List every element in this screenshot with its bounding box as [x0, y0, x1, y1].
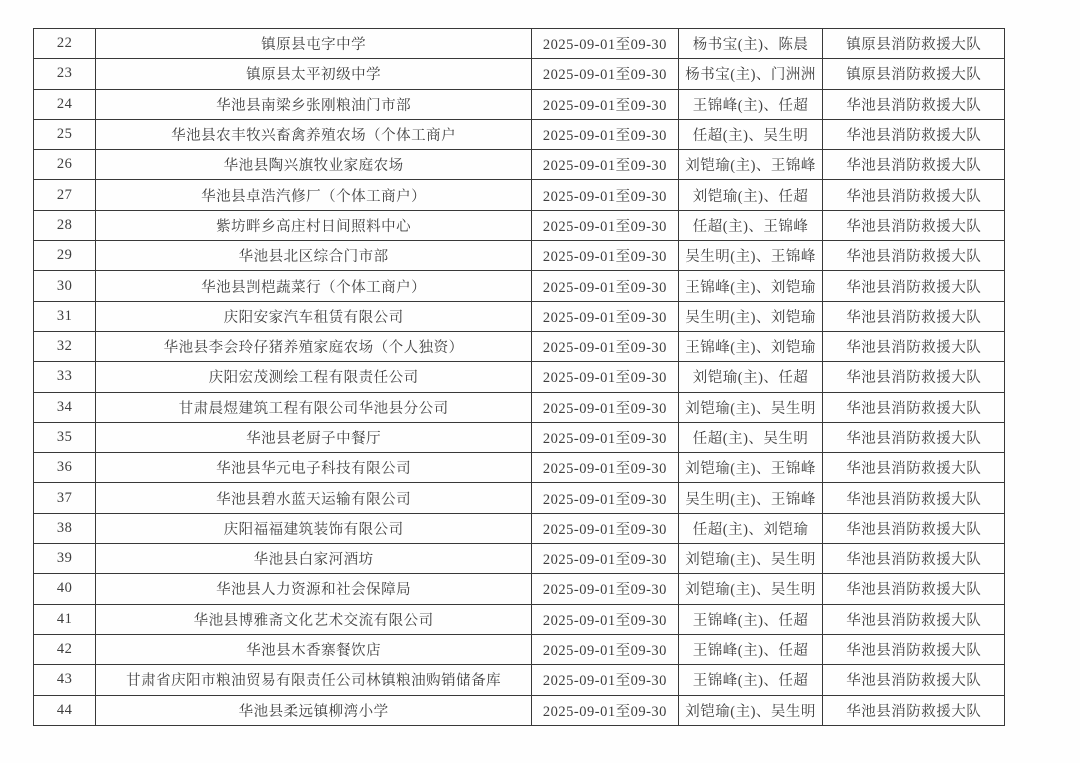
inspectors-cell: 王锦峰(主)、任超 — [678, 634, 823, 664]
row-number-cell: 39 — [34, 544, 96, 574]
table-row — [34, 89, 1005, 119]
table-row — [34, 271, 1005, 301]
site-name-cell: 华池县李会玲仔猪养殖家庭农场（个人独资） — [96, 331, 532, 361]
site-name-cell: 华池县卓浩汽修厂（个体工商户） — [96, 180, 532, 210]
table-row — [34, 331, 1005, 361]
date-cell: 2025-09-01至09-30 — [532, 453, 679, 483]
site-name-cell: 华池县剀桤蔬菜行（个体工商户） — [96, 271, 532, 301]
site-name-cell: 华池县农丰牧兴畜禽养殖农场（个体工商户 — [96, 119, 532, 149]
unit-cell: 华池县消防救援大队 — [823, 453, 1005, 483]
row-number-cell: 42 — [34, 634, 96, 664]
date-cell: 2025-09-01至09-30 — [532, 634, 679, 664]
table-row — [34, 422, 1005, 452]
row-number-cell: 36 — [34, 453, 96, 483]
unit-cell: 华池县消防救援大队 — [823, 180, 1005, 210]
fire-inspection-table — [33, 28, 1005, 726]
unit-cell: 华池县消防救援大队 — [823, 150, 1005, 180]
site-name-cell: 华池县南梁乡张刚粮油门市部 — [96, 89, 532, 119]
table-row — [34, 544, 1005, 574]
table-row — [34, 301, 1005, 331]
inspectors-cell: 刘铠瑜(主)、王锦峰 — [678, 453, 823, 483]
inspectors-cell: 任超(主)、王锦峰 — [678, 210, 823, 240]
date-cell: 2025-09-01至09-30 — [532, 210, 679, 240]
table-row — [34, 180, 1005, 210]
table-row — [34, 453, 1005, 483]
inspectors-cell: 杨书宝(主)、陈晨 — [678, 29, 823, 59]
unit-cell: 华池县消防救援大队 — [823, 604, 1005, 634]
row-number-cell: 34 — [34, 392, 96, 422]
date-cell: 2025-09-01至09-30 — [532, 89, 679, 119]
date-cell: 2025-09-01至09-30 — [532, 422, 679, 452]
date-cell: 2025-09-01至09-30 — [532, 150, 679, 180]
row-number-cell: 44 — [34, 695, 96, 725]
row-number-cell: 27 — [34, 180, 96, 210]
row-number-cell: 38 — [34, 513, 96, 543]
date-cell: 2025-09-01至09-30 — [532, 604, 679, 634]
site-name-cell: 华池县博雅斋文化艺术交流有限公司 — [96, 604, 532, 634]
table-row — [34, 241, 1005, 271]
table-row — [34, 59, 1005, 89]
inspectors-cell: 刘铠瑜(主)、任超 — [678, 180, 823, 210]
unit-cell: 镇原县消防救援大队 — [823, 59, 1005, 89]
site-name-cell: 华池县华元电子科技有限公司 — [96, 453, 532, 483]
site-name-cell: 华池县木香寨餐饮店 — [96, 634, 532, 664]
unit-cell: 华池县消防救援大队 — [823, 89, 1005, 119]
date-cell: 2025-09-01至09-30 — [532, 392, 679, 422]
unit-cell: 华池县消防救援大队 — [823, 544, 1005, 574]
inspectors-cell: 杨书宝(主)、门洲洲 — [678, 59, 823, 89]
site-name-cell: 紫坊畔乡高庄村日间照料中心 — [96, 210, 532, 240]
unit-cell: 华池县消防救援大队 — [823, 331, 1005, 361]
inspectors-cell: 刘铠瑜(主)、王锦峰 — [678, 150, 823, 180]
site-name-cell: 华池县柔远镇柳湾小学 — [96, 695, 532, 725]
row-number-cell: 43 — [34, 665, 96, 695]
table-row — [34, 604, 1005, 634]
row-number-cell: 26 — [34, 150, 96, 180]
date-cell: 2025-09-01至09-30 — [532, 301, 679, 331]
table-row — [34, 695, 1005, 725]
unit-cell: 华池县消防救援大队 — [823, 392, 1005, 422]
inspectors-cell: 刘铠瑜(主)、吴生明 — [678, 392, 823, 422]
site-name-cell: 镇原县太平初级中学 — [96, 59, 532, 89]
unit-cell: 华池县消防救援大队 — [823, 119, 1005, 149]
table-row — [34, 513, 1005, 543]
unit-cell: 华池县消防救援大队 — [823, 210, 1005, 240]
site-name-cell: 华池县陶兴旗牧业家庭农场 — [96, 150, 532, 180]
site-name-cell: 庆阳宏茂测绘工程有限责任公司 — [96, 362, 532, 392]
unit-cell: 华池县消防救援大队 — [823, 665, 1005, 695]
inspectors-cell: 王锦峰(主)、刘铠瑜 — [678, 331, 823, 361]
site-name-cell: 华池县老厨子中餐厅 — [96, 422, 532, 452]
date-cell: 2025-09-01至09-30 — [532, 241, 679, 271]
inspectors-cell: 吴生明(主)、刘铠瑜 — [678, 301, 823, 331]
inspectors-cell: 王锦峰(主)、任超 — [678, 604, 823, 634]
inspectors-cell: 任超(主)、刘铠瑜 — [678, 513, 823, 543]
unit-cell: 华池县消防救援大队 — [823, 695, 1005, 725]
date-cell: 2025-09-01至09-30 — [532, 180, 679, 210]
unit-cell: 华池县消防救援大队 — [823, 301, 1005, 331]
table-row — [34, 119, 1005, 149]
table-body — [34, 29, 1005, 726]
row-number-cell: 22 — [34, 29, 96, 59]
table-row — [34, 392, 1005, 422]
inspectors-cell: 刘铠瑜(主)、任超 — [678, 362, 823, 392]
inspectors-cell: 王锦峰(主)、任超 — [678, 665, 823, 695]
unit-cell: 华池县消防救援大队 — [823, 574, 1005, 604]
unit-cell: 华池县消防救援大队 — [823, 483, 1005, 513]
inspectors-cell: 刘铠瑜(主)、吴生明 — [678, 574, 823, 604]
date-cell: 2025-09-01至09-30 — [532, 513, 679, 543]
inspectors-cell: 吴生明(主)、王锦峰 — [678, 483, 823, 513]
site-name-cell: 华池县碧水蓝天运输有限公司 — [96, 483, 532, 513]
site-name-cell: 华池县北区综合门市部 — [96, 241, 532, 271]
table-row — [34, 574, 1005, 604]
unit-cell: 华池县消防救援大队 — [823, 513, 1005, 543]
inspectors-cell: 任超(主)、吴生明 — [678, 422, 823, 452]
inspectors-cell: 吴生明(主)、王锦峰 — [678, 241, 823, 271]
row-number-cell: 24 — [34, 89, 96, 119]
table-row — [34, 665, 1005, 695]
site-name-cell: 庆阳福福建筑装饰有限公司 — [96, 513, 532, 543]
row-number-cell: 28 — [34, 210, 96, 240]
inspectors-cell: 王锦峰(主)、任超 — [678, 89, 823, 119]
inspectors-cell: 刘铠瑜(主)、吴生明 — [678, 544, 823, 574]
row-number-cell: 37 — [34, 483, 96, 513]
row-number-cell: 30 — [34, 271, 96, 301]
row-number-cell: 32 — [34, 331, 96, 361]
table-row — [34, 29, 1005, 59]
date-cell: 2025-09-01至09-30 — [532, 29, 679, 59]
row-number-cell: 40 — [34, 574, 96, 604]
table-row — [34, 210, 1005, 240]
unit-cell: 华池县消防救援大队 — [823, 271, 1005, 301]
table-row — [34, 362, 1005, 392]
date-cell: 2025-09-01至09-30 — [532, 119, 679, 149]
unit-cell: 镇原县消防救援大队 — [823, 29, 1005, 59]
date-cell: 2025-09-01至09-30 — [532, 271, 679, 301]
site-name-cell: 华池县白家河酒坊 — [96, 544, 532, 574]
unit-cell: 华池县消防救援大队 — [823, 634, 1005, 664]
row-number-cell: 25 — [34, 119, 96, 149]
date-cell: 2025-09-01至09-30 — [532, 574, 679, 604]
inspectors-cell: 刘铠瑜(主)、吴生明 — [678, 695, 823, 725]
site-name-cell: 甘肃省庆阳市粮油贸易有限责任公司林镇粮油购销储备库 — [96, 665, 532, 695]
row-number-cell: 41 — [34, 604, 96, 634]
inspectors-cell: 王锦峰(主)、刘铠瑜 — [678, 271, 823, 301]
site-name-cell: 庆阳安家汽车租赁有限公司 — [96, 301, 532, 331]
row-number-cell: 35 — [34, 422, 96, 452]
site-name-cell: 华池县人力资源和社会保障局 — [96, 574, 532, 604]
date-cell: 2025-09-01至09-30 — [532, 362, 679, 392]
unit-cell: 华池县消防救援大队 — [823, 362, 1005, 392]
site-name-cell: 甘肃晨煜建筑工程有限公司华池县分公司 — [96, 392, 532, 422]
date-cell: 2025-09-01至09-30 — [532, 483, 679, 513]
unit-cell: 华池县消防救援大队 — [823, 422, 1005, 452]
date-cell: 2025-09-01至09-30 — [532, 665, 679, 695]
date-cell: 2025-09-01至09-30 — [532, 59, 679, 89]
unit-cell: 华池县消防救援大队 — [823, 241, 1005, 271]
date-cell: 2025-09-01至09-30 — [532, 544, 679, 574]
row-number-cell: 23 — [34, 59, 96, 89]
row-number-cell: 33 — [34, 362, 96, 392]
inspectors-cell: 任超(主)、吴生明 — [678, 119, 823, 149]
table-row — [34, 634, 1005, 664]
site-name-cell: 镇原县屯字中学 — [96, 29, 532, 59]
row-number-cell: 29 — [34, 241, 96, 271]
row-number-cell: 31 — [34, 301, 96, 331]
table-row — [34, 150, 1005, 180]
table-row — [34, 483, 1005, 513]
date-cell: 2025-09-01至09-30 — [532, 695, 679, 725]
date-cell: 2025-09-01至09-30 — [532, 331, 679, 361]
